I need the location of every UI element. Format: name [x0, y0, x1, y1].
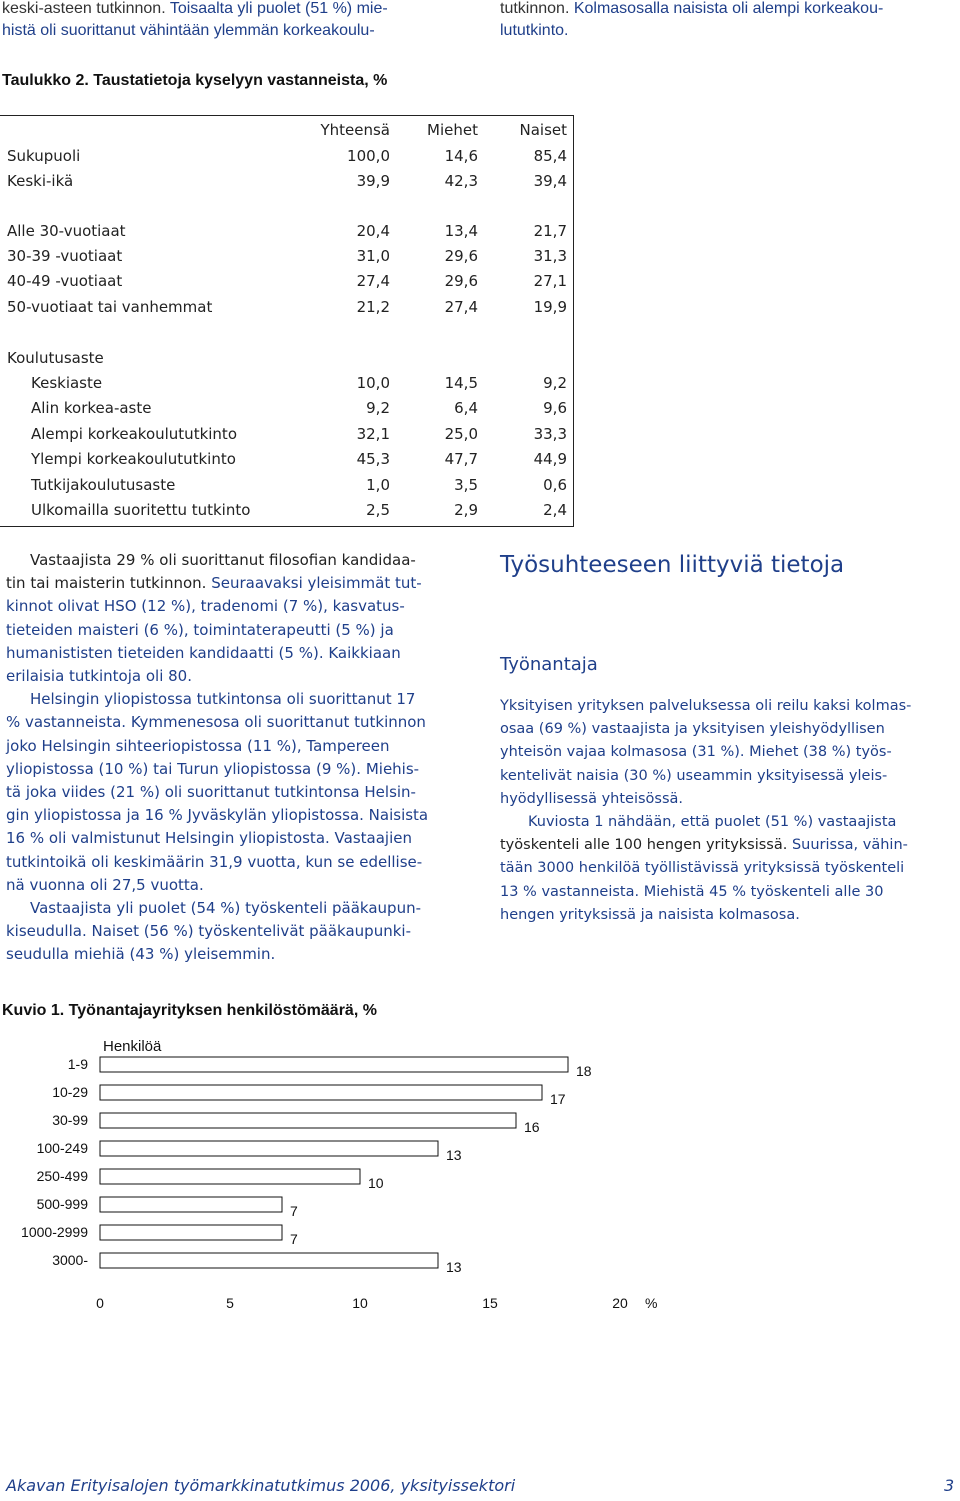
text-line: Vastaajista yli puolet (54 %) työskenteli pääkaupun- [30, 899, 421, 918]
row-label: Alempi korkeakoulututkinto [31, 425, 237, 443]
value-label: 7 [290, 1203, 298, 1219]
cell: 2,9 [454, 501, 478, 519]
table-row [0, 247, 573, 272]
text-line: tieteiden maisteri (6 %), toimintaterapeutti (5 %) ja [6, 620, 394, 639]
x-tick-label: 20 [612, 1295, 628, 1311]
legend-title: Henkilöä [103, 1038, 162, 1055]
text-line: Miehet (38 %) työs- [749, 744, 892, 761]
cell: 9,6 [543, 399, 567, 417]
text-line: osaa (69 %) vastaajista ja yksityisen yleishyödyllisen [500, 721, 885, 738]
text-line: Yksityisen yrityksen palveluksessa oli reilu kaksi kolmas- [500, 698, 912, 714]
text-line: 16 % oli valmistunut Helsingin yliopistosta. [6, 829, 335, 848]
page-number: 3 [944, 1476, 955, 1495]
top-right-text [500, 0, 883, 42]
text-line: Kymmenesosa oli suorittanut tutkinnon [130, 713, 426, 732]
bar-chart [0, 1025, 700, 1325]
value-label: 17 [550, 1091, 566, 1107]
column-header: Naiset [519, 121, 567, 139]
cell: 25,0 [444, 425, 478, 443]
text-line: yhteisön vajaa kolmasosa (31 %). [500, 744, 750, 761]
text-line: tin tai maisterin tutkinnon. [6, 574, 212, 593]
text-line: Naiset (56 %) työskentelivät pääkaupunki- [91, 922, 411, 941]
text-line: Miehistä 45 % työskenteli alle 30 [643, 883, 884, 900]
bar [100, 1253, 438, 1268]
row-label: Sukupuoli [7, 147, 81, 165]
text-line: hengen yrityksissä ja naisista kolmasosa. [500, 906, 800, 923]
table-row [0, 272, 573, 297]
row-label: Keskiaste [31, 374, 103, 392]
value-label: 7 [290, 1231, 298, 1247]
text-line: erilaisia tutkintoja oli 80. [6, 667, 192, 686]
cell: 27,4 [444, 298, 478, 316]
cell: 29,6 [444, 272, 478, 290]
text-line: Vastaajien [334, 829, 412, 848]
value-label: 16 [524, 1119, 540, 1135]
category-label: 250-499 [36, 1168, 88, 1184]
cell: 39,4 [533, 172, 567, 190]
table-row [0, 147, 573, 172]
bar [100, 1197, 282, 1212]
text-line: Vastaajista 29 % oli suorittanut filosofian kandidaa- [30, 551, 416, 569]
x-unit-label: % [645, 1295, 658, 1311]
text-line: % vastanneista. [6, 713, 131, 732]
text-line: Toisaalta yli puolet (51 %) mie- [169, 0, 388, 17]
category-label: 30-99 [52, 1112, 88, 1128]
cell: 19,9 [533, 298, 567, 316]
row-label: Ulkomailla suoritettu tutkinto [31, 501, 251, 519]
text-line: kentelivät naisia (30 %) useammin yksityisessä yleis- [500, 767, 888, 784]
cell: 21,7 [533, 222, 567, 240]
text-line: Miehis- [365, 759, 420, 778]
cell: 45,3 [356, 450, 390, 468]
value-label: 18 [576, 1063, 592, 1079]
row-label: Keski-ikä [7, 172, 74, 190]
text-line: gin yliopistossa ja 16 % Jyväskylän yliopistossa. [6, 806, 369, 825]
category-label: 1000-2999 [21, 1224, 88, 1240]
footer-title: Akavan Erityisalojen työmarkkinatutkimus 2006, yksityissektori [6, 1476, 516, 1495]
x-tick-label: 5 [226, 1295, 234, 1311]
cell: 29,6 [444, 247, 478, 265]
cell: 33,3 [533, 425, 567, 443]
table-caption: Taulukko 2. Taustatietoja kyselyyn vastanneista, % [2, 72, 388, 89]
table-row [0, 298, 573, 323]
column-header: Miehet [427, 121, 478, 139]
cell: 3,5 [454, 476, 478, 494]
cell: 0,6 [543, 476, 567, 494]
bar [100, 1225, 282, 1240]
column-header: Yhteensä [320, 121, 390, 139]
row-label: Alle 30-vuotiaat [7, 222, 126, 240]
paragraph [500, 695, 955, 811]
cell: 27,4 [356, 272, 390, 290]
cell: 2,4 [543, 501, 567, 519]
x-tick-label: 0 [96, 1295, 104, 1311]
text-line: työskenteli alle 100 hengen yrityksissä. [500, 837, 792, 854]
text-line: Kuviosta 1 nähdään, että puolet (51 %) vastaajista [528, 814, 897, 831]
table-row [0, 172, 573, 197]
cell: 85,4 [533, 147, 567, 165]
table-row [0, 501, 573, 526]
cell: 42,3 [444, 172, 478, 190]
cell: 100,0 [347, 147, 390, 165]
section-label: Koulutusaste [7, 349, 104, 367]
figure-caption: Kuvio 1. Työnantajayrityksen henkilöstömäärä, % [2, 1002, 377, 1019]
category-label: 500-999 [36, 1196, 88, 1212]
table-row [0, 399, 573, 424]
row-label: Tutkijakoulutusaste [31, 476, 176, 494]
paragraph [500, 811, 955, 927]
text-line: kinnot olivat HSO (12 %), tradenomi (7 %), kasvatus- [6, 597, 405, 616]
bar [100, 1169, 360, 1184]
cell: 39,9 [356, 172, 390, 190]
text-line: lututkinto. [500, 22, 569, 39]
left-body-text [6, 549, 466, 967]
row-label: 40-49 -vuotiaat [7, 272, 123, 290]
background-table [0, 115, 574, 527]
table-section-row [0, 349, 573, 374]
text-line: Suurissa, vähin- [791, 837, 908, 854]
value-label: 13 [446, 1259, 462, 1275]
text-line: humanististen tieteiden kandidaatti (5 %). [6, 643, 329, 662]
right-body-text [500, 695, 955, 927]
table-row [0, 222, 573, 247]
row-label: 30-39 -vuotiaat [7, 247, 123, 265]
section-heading: Työsuhteeseen liittyviä tietoja [500, 552, 845, 578]
bar [100, 1113, 516, 1128]
table-row [0, 476, 573, 501]
value-label: 10 [368, 1175, 384, 1191]
text-line: tään 3000 henkilöä työllistävissä yrityksissä työskenteli [500, 860, 905, 877]
text-line: nä vuonna oli 27,5 vuotta. [6, 875, 204, 894]
text-line: joko Helsingin sihteeriopistossa (11 %), Tampereen [6, 736, 390, 755]
bar [100, 1141, 438, 1156]
cell: 32,1 [356, 425, 390, 443]
x-tick-label: 10 [352, 1295, 368, 1311]
value-label: 13 [446, 1147, 462, 1163]
text-line: Kolmasosalla naisista oli alempi korkeakou- [573, 0, 884, 17]
text-line: Kaikkiaan [328, 643, 401, 662]
category-label: 10-29 [52, 1084, 88, 1100]
cell: 14,6 [444, 147, 478, 165]
x-tick-label: 15 [482, 1295, 498, 1311]
cell: 6,4 [454, 399, 478, 417]
text-line: hyödyllisessä yhteisössä. [500, 790, 684, 807]
category-label: 100-249 [36, 1140, 88, 1156]
table-header-row [0, 121, 573, 146]
cell: 2,5 [366, 501, 390, 519]
paragraph [6, 897, 466, 967]
cell: 13,4 [444, 222, 478, 240]
text-line: histä oli suorittanut vähintään ylemmän korkeakoulu- [2, 22, 375, 39]
cell: 31,0 [356, 247, 390, 265]
cell: 47,7 [444, 450, 478, 468]
cell: 44,9 [533, 450, 567, 468]
text-line: tä joka viides (21 %) oli suorittanut tutkintonsa Helsin- [6, 783, 416, 802]
cell: 9,2 [543, 374, 567, 392]
table-row [0, 450, 573, 475]
text-line: seudulla miehiä (43 %) yleisemmin. [6, 945, 276, 964]
subsection-heading: Työnantaja [500, 654, 598, 675]
text-line: Helsingin yliopistossa tutkintonsa oli suorittanut 17 [30, 690, 416, 709]
row-label: Alin korkea-aste [31, 399, 152, 417]
text-line: Seuraavaksi yleisimmät tut- [211, 574, 422, 593]
bar [100, 1085, 542, 1100]
row-label: Ylempi korkeakoulututkinto [31, 450, 236, 468]
text-line: kiseudulla. [6, 922, 92, 941]
cell: 21,2 [356, 298, 390, 316]
category-label: 3000- [52, 1252, 88, 1268]
text-line: 13 % vastanneista. [500, 883, 644, 900]
bar [100, 1057, 568, 1072]
cell: 14,5 [444, 374, 478, 392]
cell: 9,2 [366, 399, 390, 417]
text-line: Naisista [368, 806, 429, 825]
text-line: tutkintoikä oli keskimäärin 31,9 vuotta, kun se edellise- [6, 852, 423, 871]
text-line: yliopistossa (10 %) tai Turun yliopistossa (9 %). [6, 759, 366, 778]
top-left-text [2, 0, 388, 42]
paragraph [6, 549, 466, 688]
text-line: tutkinnon. [500, 0, 574, 17]
table-row [0, 425, 573, 450]
row-label: 50-vuotiaat tai vanhemmat [7, 298, 213, 316]
category-label: 1-9 [67, 1056, 88, 1072]
cell: 1,0 [366, 476, 390, 494]
cell: 20,4 [356, 222, 390, 240]
cell: 27,1 [533, 272, 567, 290]
cell: 31,3 [533, 247, 567, 265]
cell: 10,0 [356, 374, 390, 392]
table-row [0, 374, 573, 399]
text-line: keski-asteen tutkinnon. [2, 0, 170, 17]
paragraph [6, 688, 466, 897]
